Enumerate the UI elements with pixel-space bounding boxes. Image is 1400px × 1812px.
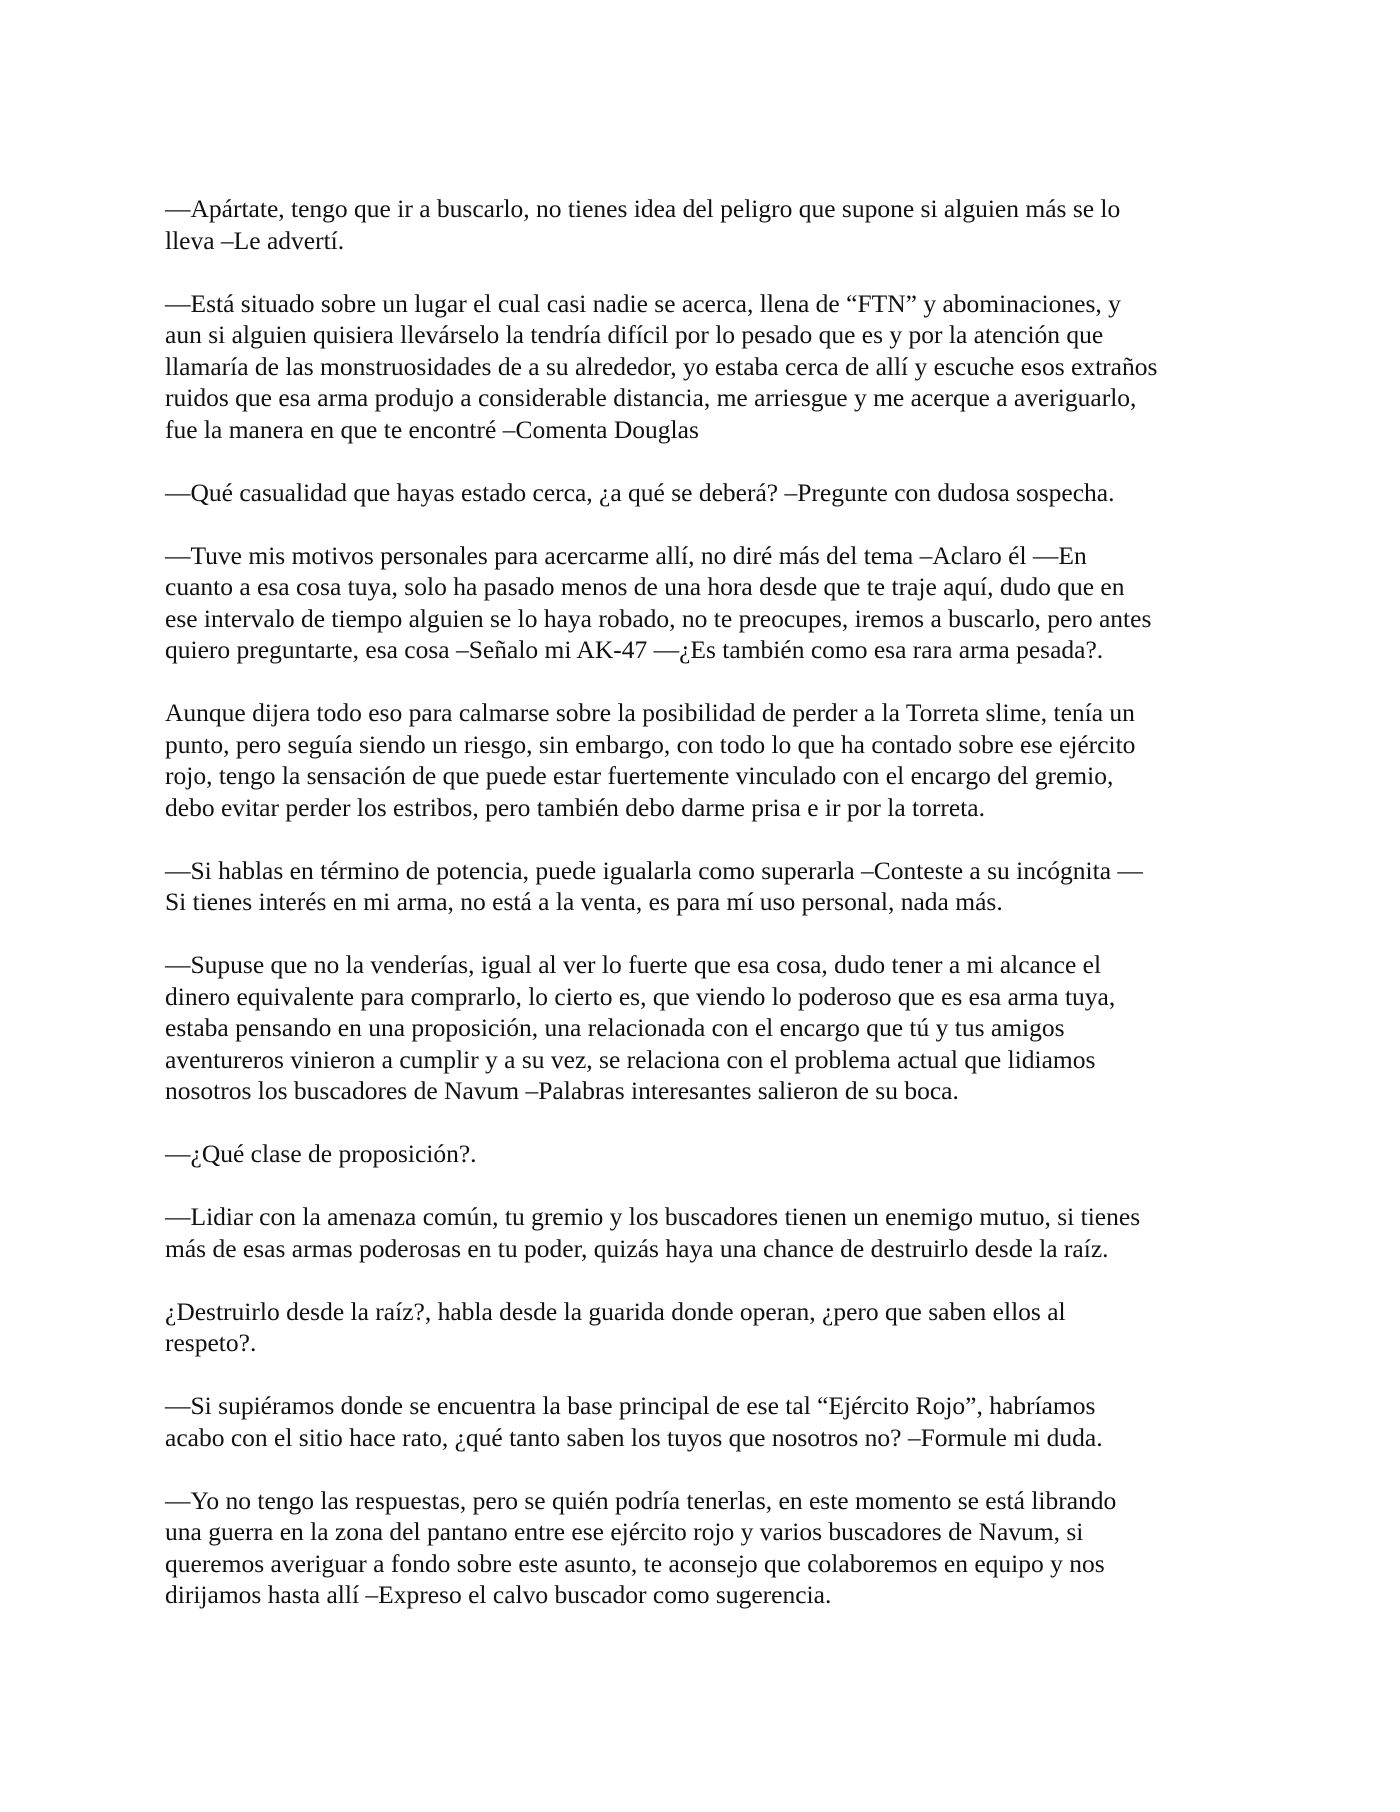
paragraph-11: —Si supiéramos donde se encuentra la base principal de ese tal “Ejército Rojo”, habríamos acabo con el sitio hace rato, ¿qué tanto saben los tuyos que nosotros no? –Formule mi duda. [165,1391,1103,1452]
paragraph-2: —Está situado sobre un lugar el cual casi nadie se acerca, llena de “FTN” y abominaciones, y aun si alguien quisiera llevárselo la tendría difícil por lo pesado que es y por la atención que llamaría de las monstruosidades de a su alrededor, yo estaba cerca de allí y escuche esos extraños ruidos que esa arma produjo a considerable distancia, me arriesgue y me acerque a averiguarlo, fue la manera en que te encontré –Comenta Douglas [165,288,1158,444]
paragraph-12: —Yo no tengo las respuestas, pero se quién podría tenerlas, en este momento se está librando una guerra en la zona del pantano entre ese ejército rojo y varios buscadores de Navum, si queremos averiguar a fondo sobre este asunto, te aconsejo que colaboremos en equipo y nos dirijamos hasta allí –Expreso el calvo buscador como sugerencia. [165,1485,1117,1609]
paragraph-9: —Lidiar con la amenaza común, tu gremio y los buscadores tienen un enemigo mutuo, si tienes más de esas armas poderosas en tu poder, quizás haya una chance de destruirlo desde la raíz. [165,1202,1141,1263]
paragraph-3: —Qué casualidad que hayas estado cerca, ¿a qué se deberá? –Pregunte con dudosa sospecha. [165,477,1115,507]
paragraph-6: —Si hablas en término de potencia, puede igualarla como superarla –Conteste a su incógnita — Si tienes interés en mi arma, no está a la venta, es para mí uso personal, nada más. [165,855,1143,916]
paragraph-10: ¿Destruirlo desde la raíz?, habla desde la guarida donde operan, ¿pero que saben ellos al respeto?. [165,1296,1066,1357]
document-body [165,193,1240,1611]
paragraph-8: —¿Qué clase de proposición?. [165,1139,477,1168]
paragraph-7: —Supuse que no la venderías, igual al ver lo fuerte que esa cosa, dudo tener a mi alcance el dinero equivalente para comprarlo, lo cierto es, que viendo lo poderoso que es esa arma tuya, estaba pensando en una proposición, una relacionada con el encargo que tú y tus amigos aventureros vinieron a cumplir y a su vez, se relaciona con el problema actual que lidiamos nosotros los buscadores de Navum –Palabras interesantes salieron de su boca. [165,950,1116,1105]
paragraph-1: —Apártate, tengo que ir a buscarlo, no tienes idea del peligro que supone si alguien más se lo lleva –Le advertí. [165,194,1121,255]
paragraph-4: —Tuve mis motivos personales para acercarme allí, no diré más del tema –Aclaro él —En cuanto a esa cosa tuya, solo ha pasado menos de una hora desde que te traje aquí, dudo que en ese intervalo de tiempo alguien se lo haya robado, no te preocupes, iremos a buscarlo, pero antes quiero preguntarte, esa cosa –Señalo mi AK-47 —¿Es también como esa rara arma pesada?. [165,540,1152,664]
paragraph-5: Aunque dijera todo eso para calmarse sobre la posibilidad de perder a la Torreta slime, tenía un punto, pero seguía siendo un riesgo, sin embargo, con todo lo que ha contado sobre ese ejército rojo, tengo la sensación de que puede estar fuertemente vinculado con el encargo del gremio, debo evitar perder los estribos, pero también debo darme prisa e ir por la torreta. [165,698,1136,822]
